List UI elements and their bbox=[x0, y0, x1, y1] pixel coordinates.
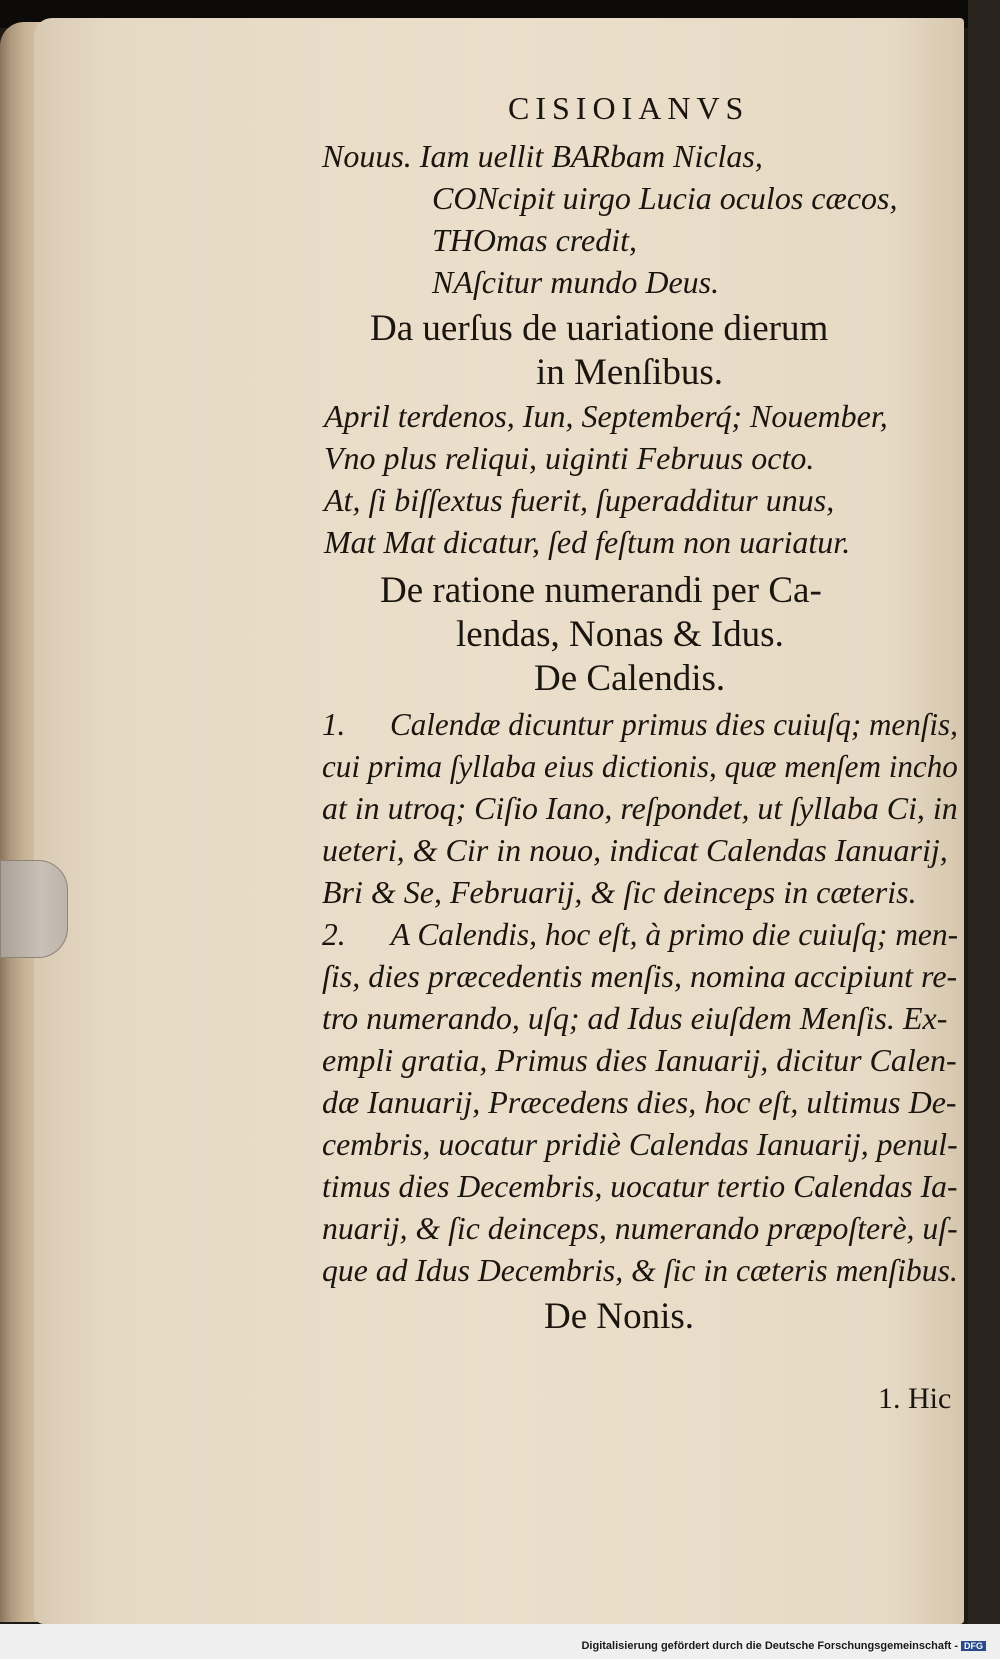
funding-credit: Digitalisierung gefördert durch die Deutsche Forschungsgemeinschaft - DFG bbox=[581, 1640, 986, 1652]
verse-line: Nouus. Iam uellit BARbam Niclas, bbox=[322, 138, 763, 174]
catchword: 1. Hic bbox=[878, 1382, 952, 1415]
section-heading: De Calendis. bbox=[534, 658, 726, 699]
section-heading: lendas, Nonas & Idus. bbox=[456, 614, 784, 655]
section-heading: De ratione numerandi per Ca- bbox=[380, 570, 822, 611]
paragraph-line: at in utroq; Ciſio Iano, reſpondet, ut ſyllaba Ci, in bbox=[322, 790, 958, 826]
paragraph-number: 2. bbox=[322, 916, 346, 952]
paragraph-line: dæ Ianuarij, Præcedens dies, hoc eſt, ultimus De- bbox=[322, 1084, 957, 1120]
verse-line: At, ſi biſſextus fuerit, ſuperadditur unus, bbox=[324, 482, 835, 518]
paragraph-line: 1. Calendæ dicuntur primus dies cuiuſq; menſis, bbox=[322, 706, 958, 742]
page-clip-tab bbox=[0, 860, 68, 958]
paragraph-line: ueteri, & Cir in nouo, indicat Calendas Ianuarij, bbox=[322, 832, 948, 868]
paragraph-line: 2. A Calendis, hoc eſt, à primo die cuiuſq; men- bbox=[322, 916, 959, 952]
paragraph-number: 1. bbox=[322, 706, 346, 742]
verse-line: Mat Mat dicatur, ſed feſtum non uariatur. bbox=[324, 524, 851, 560]
paragraph-line: Bri & Se, Februarij, & ſic deinceps in cæteris. bbox=[322, 874, 917, 910]
paragraph-line: timus dies Decembris, uocatur tertio Calendas Ia- bbox=[322, 1168, 958, 1204]
dfg-logo: DFG bbox=[961, 1641, 986, 1651]
paragraph-line: nuarij, & ſic deinceps, numerando præpoſterè, uſ- bbox=[322, 1210, 958, 1246]
paragraph-line: empli gratia, Primus dies Ianuarij, dicitur Calen- bbox=[322, 1042, 957, 1078]
paragraph-line: cui prima ſyllaba eius dictionis, quæ menſem incho bbox=[322, 748, 958, 784]
section-heading: De Nonis. bbox=[544, 1296, 695, 1337]
verse-line: NAſcitur mundo Deus. bbox=[432, 264, 720, 300]
paragraph-line: ſis, dies præcedentis menſis, nomina accipiunt re- bbox=[322, 958, 958, 994]
running-head: CISIOIANVS bbox=[508, 90, 750, 126]
verse-line: CONcipit uirgo Lucia oculos cæcos, bbox=[432, 180, 898, 216]
section-heading: in Menſibus. bbox=[536, 352, 724, 393]
verse-line: Vno plus reliqui, uiginti Februus octo. bbox=[324, 440, 815, 476]
verse-line: April terdenos, Iun, Septemberq́; Nouember, bbox=[324, 398, 888, 434]
paragraph-line: que ad Idus Decembris, & ſic in cæteris menſibus. bbox=[322, 1252, 958, 1288]
paragraph-line: tro numerando, uſq; ad Idus eiuſdem Menſis. Ex- bbox=[322, 1000, 948, 1036]
section-heading: Da uerſus de uariatione dierum bbox=[370, 308, 829, 349]
verse-line: THOmas credit, bbox=[432, 222, 638, 258]
scan-right-border bbox=[968, 0, 1000, 1630]
paragraph-line: cembris, uocatur pridiè Calendas Ianuarij, penul- bbox=[322, 1126, 958, 1162]
